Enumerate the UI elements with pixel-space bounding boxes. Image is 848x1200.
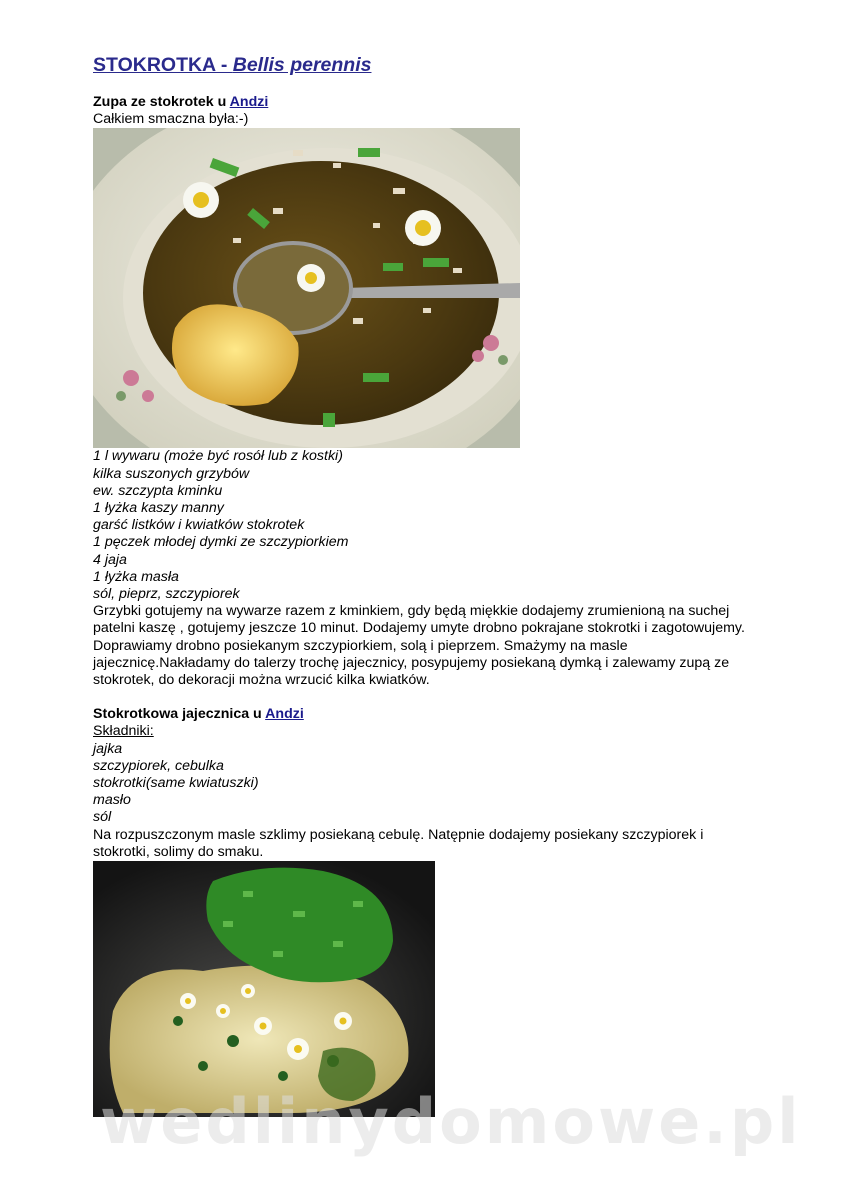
method-line: jajecznicę.Nakładamy do talerzy trochę jajecznicy, posypujemy posiekaną dymką i zalewamy zupą ze (93, 654, 730, 671)
recipe1-author-link[interactable]: Andzi (229, 94, 269, 110)
ingredient-item: szczypiorek, cebulka (93, 757, 224, 774)
recipe1-subtitle: Całkiem smaczna była:-) (93, 111, 249, 128)
omelette-photo (93, 861, 435, 1117)
ingredient-item: 1 l wywaru (może być rosół lub z kostki) (93, 448, 343, 465)
ingredient-item: 4 jaja (93, 551, 127, 568)
recipe2-author-link[interactable]: Andzi (265, 706, 304, 723)
method-line: Doprawiamy drobno posiekanym szczypiorkiem, solą i pieprzem. Smażymy na masle (93, 637, 628, 654)
method-line: Na rozpuszczonym masle szklimy posiekaną cebulę. Natępnie dodajemy posiekany szczypiorek i (93, 826, 704, 843)
recipe1-heading: Zupa ze stokrotek u Andzi (93, 94, 269, 110)
ingredients-label: Składniki: (93, 723, 154, 740)
ingredient-item: stokrotki(same kwiatuszki) (93, 775, 259, 792)
document-page (93, 52, 813, 1117)
method-line: stokrotki, solimy do smaku. (93, 843, 264, 860)
ingredient-item: 1 łyżka kaszy manny (93, 500, 224, 517)
watermark: wedlinydomowe.pl (100, 1085, 802, 1158)
recipe2-ingredients (93, 741, 813, 827)
recipe1-method (93, 603, 813, 689)
method-line: patelni kaszę , gotujemy jeszcze 10 minut. Dodajemy umyte drobno pokrajane stokrotki i zagotowujemy. (93, 620, 745, 637)
ingredient-item: 1 łyżka masła (93, 568, 179, 585)
ingredient-item: masło (93, 792, 131, 809)
ingredient-item: sól, pieprz, szczypiorek (93, 586, 240, 603)
latin-name: Bellis perennis (232, 54, 372, 76)
recipe1-ingredients (93, 448, 813, 603)
recipe2-method (93, 827, 813, 861)
ingredient-item: 1 pęczek młodej dymki ze szczypiorkiem (93, 534, 349, 551)
ingredient-item: kilka suszonych grzybów (93, 465, 250, 482)
ingredient-item: garść listków i kwiatków stokrotek (93, 517, 305, 534)
soup-photo (93, 128, 520, 448)
ingredient-item: ew. szczypta kminku (93, 482, 223, 499)
method-line: stokrotek, do dekoracji można wrzucić kilka kwiatków. (93, 672, 430, 689)
page-title: STOKROTKA - Bellis perennis (93, 54, 372, 76)
ingredient-item: jajka (93, 740, 123, 757)
ingredient-item: sól (93, 809, 112, 826)
method-line: Grzybki gotujemy na wywarze razem z kminkiem, gdy będą miękkie dodajemy zrumienioną na suchej (93, 603, 730, 620)
recipe2-heading: Stokrotkowa jajecznica u Andzi (93, 706, 304, 723)
